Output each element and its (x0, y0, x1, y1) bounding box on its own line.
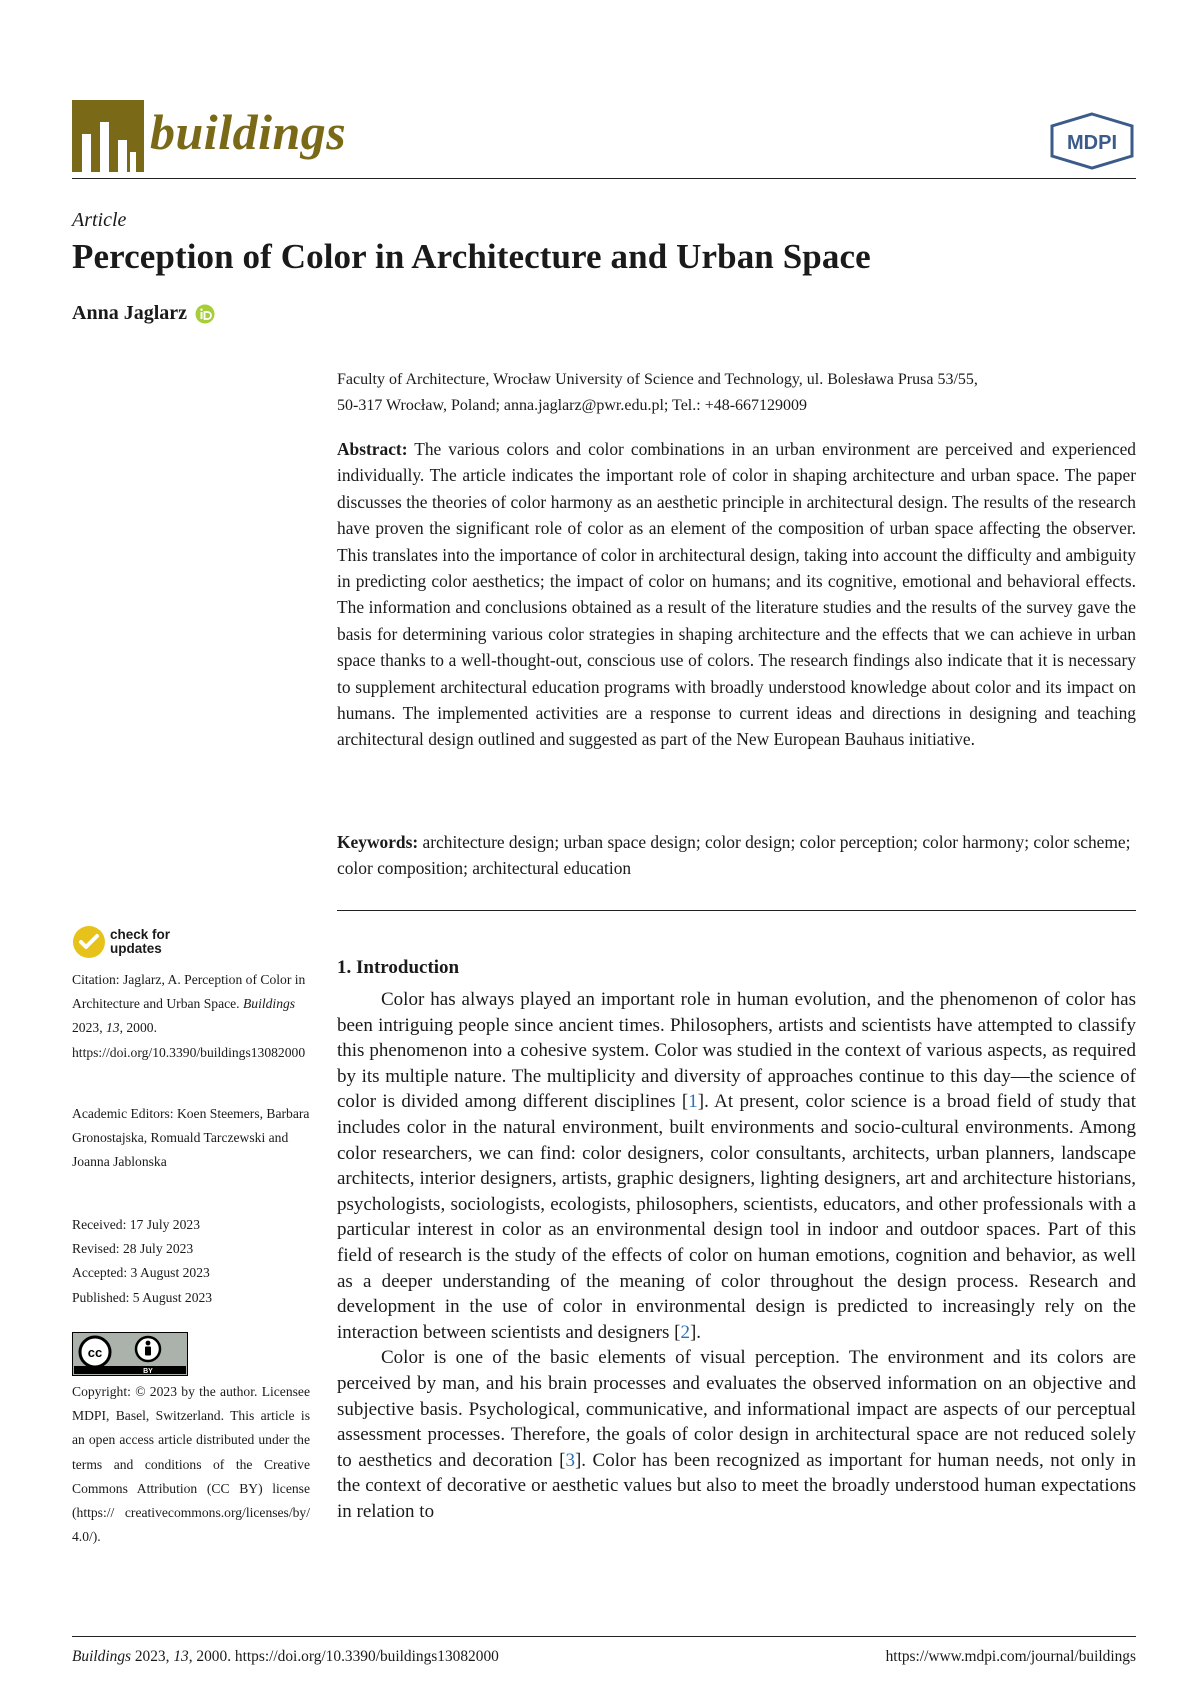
paragraph-text: ]. Color has been recognized as important for human needs, not only in the context of decorative or aesthetic values but also to meet the broadly understood human expectations in relation to (337, 1449, 1136, 1522)
svg-text:cc: cc (87, 1345, 103, 1360)
citation-volume: 13 (105, 1020, 120, 1036)
date-published: Published: 5 August 2023 (72, 1289, 213, 1305)
orcid-icon[interactable] (195, 304, 215, 324)
abstract-text: The various colors and color combinations in an urban environment are perceived and experienced individually. The article indicates the important role of color in shaping architecture and urban space. The paper discusses the theories of color harmony as an aesthetic principle in architectural design. The results of the research have proven the significant role of color as an element of the composition of urban space affecting the observer. This translates into the importance of color in architectural design, taking into account the difficulty and ambiguity in predicting color aesthetics; the impact of color on humans; and its cognitive, emotional and behavioral effects. The information and conclusions obtained as a result of the literature studies and the results of the survey gave the basis for determining various color strategies in shaping architecture and the effects that we can achieve in urban space thanks to a well-thought-out, conscious use of colors. The research findings also indicate that it is necessary to supplement architectural education programs with broadly understood knowledge about color and its impact on humans. The implemented activities are a response to current ideas and directions in designing and teaching architectural design outlined and suggested as part of the New European Bauhaus initiative. (337, 439, 1136, 750)
footer-doi[interactable]: , 2000. https://doi.org/10.3390/buildings13082000 (188, 1648, 499, 1665)
footer-citation (72, 1648, 499, 1666)
section-divider (337, 910, 1136, 911)
article-dates (72, 1213, 310, 1310)
paper-title: Perception of Color in Architecture and Urban Space (72, 237, 871, 276)
citation-doi[interactable]: , 2000. https://doi.org/10.3390/buildings13082000 (72, 1020, 306, 1060)
author-name: Anna Jaglarz (72, 302, 187, 324)
citation-info (72, 968, 310, 1065)
footer-text: 2023, (131, 1648, 174, 1665)
mdpi-logo-icon (1048, 112, 1136, 170)
citation-text: 2023, (72, 1020, 106, 1036)
date-received: Received: 17 July 2023 (72, 1217, 200, 1232)
citation-text: Citation: Jaglarz, A. Perception of Color in Architecture and Urban Space. (72, 972, 306, 1012)
svg-text:MDPI: MDPI (1067, 132, 1117, 154)
check-updates-line-2: updates (110, 941, 162, 956)
intro-body (337, 987, 1136, 1524)
intro-paragraph-1 (337, 987, 1136, 1345)
academic-editors: Academic Editors: Koen Steemers, Barbara Gronostajska, Romuald Tarczewski and Joanna Jablonska (72, 1106, 310, 1170)
paragraph-text: Color is one of the basic elements of visual perception. The environment and its colors are perceived by man, and his brain processes and evaluates the observed information on an objective and subjective basis. Psychological, communicative, and informational impact are aspects of our perceptual assessment processes. Therefore, the goals of color design in architectural space are not reduced solely to aesthetics and decoration [ (337, 1347, 1136, 1471)
abstract-label: Abstract: (337, 439, 408, 459)
affiliation (337, 367, 1136, 419)
article-type: Article (72, 209, 127, 231)
keywords-text: architecture design; urban space design; color design; color perception; color harmony; color scheme; color composition; architectural education (337, 832, 1131, 879)
paragraph-text: Color has always played an important role in human evolution, and the phenomenon of color has been intriguing people since ancient times. Philosophers, artists and scientists have attempted to classify this phenomenon into a cohesive system. Color was studied in the context of various aspects, as required by its multiple nature. The multiplicity and diversity of approaches continue to this day—the science of color is divided among different disciplines [ (337, 989, 1136, 1113)
intro-paragraph-2 (337, 1345, 1136, 1524)
abstract (337, 436, 1136, 753)
copyright-notice: Copyright: © 2023 by the author. Licensee MDPI, Basel, Switzerland. This article is an open access article distributed under the terms and conditions of the Creative Commons Attribution (CC BY) license (https:// creativecommons.org/licenses/by/ 4.0/). (72, 1384, 310, 1545)
date-revised: Revised: 28 July 2023 (72, 1241, 194, 1257)
date-accepted: Accepted: 3 August 2023 (72, 1265, 210, 1281)
keywords (337, 829, 1136, 882)
affiliation-line-1: Faculty of Architecture, Wrocław University of Science and Technology, ul. Bolesława Prusa 53/55, (337, 371, 978, 388)
citation-journal: Buildings (242, 996, 296, 1012)
author-line (72, 302, 215, 325)
check-updates-label (110, 928, 170, 956)
header-divider (72, 178, 1136, 179)
paragraph-text: ]. At present, color science is a broad field of study that includes color in the natural environment, built environments and socio-cultural environments. Among color researchers, we can find: color designers, color consultants, architects, urban planners, landscape architects, interior designers, artists, graphic designers, lighting designers, art and architecture historians, psychologists, sociologists, ecologists, philosophers, scientists, educators, and other professionals with a particular interest in color as an environmental design tool in indoor and outdoor spaces. Part of this field of research is the study of the effects of color on human emotions, cognition and behavior, as well as a deeper understanding of the meaning of color throughout the design process. Research and development in the use of color in environmental design is predicted to increasingly rely on the interaction between scientists and designers [ (337, 1091, 1136, 1343)
citation-link-2[interactable]: 2 (680, 1321, 690, 1343)
keywords-label: Keywords: (337, 832, 419, 852)
check-for-updates-button[interactable] (72, 924, 182, 960)
cc-by-license-icon[interactable] (72, 1332, 188, 1376)
footer-journal-link[interactable]: https://www.mdpi.com/journal/buildings (885, 1648, 1136, 1665)
citation-link-3[interactable]: 3 (565, 1449, 575, 1471)
journal-logo-icon (72, 100, 144, 172)
footer-divider (72, 1636, 1136, 1637)
check-updates-icon (72, 925, 106, 959)
svg-text:BY: BY (143, 1368, 153, 1375)
footer-journal: Buildings (72, 1648, 131, 1665)
section-heading: 1. Introduction (337, 957, 460, 978)
footer-volume: 13 (173, 1648, 189, 1665)
check-updates-line-1: check for (110, 927, 171, 942)
paragraph-text: ]. (689, 1321, 702, 1343)
journal-name: buildings (150, 104, 347, 160)
affiliation-line-2: 50-317 Wrocław, Poland; anna.jaglarz@pwr.edu.pl; Tel.: +48-667129009 (337, 397, 808, 414)
citation-link-1[interactable]: 1 (688, 1091, 698, 1113)
